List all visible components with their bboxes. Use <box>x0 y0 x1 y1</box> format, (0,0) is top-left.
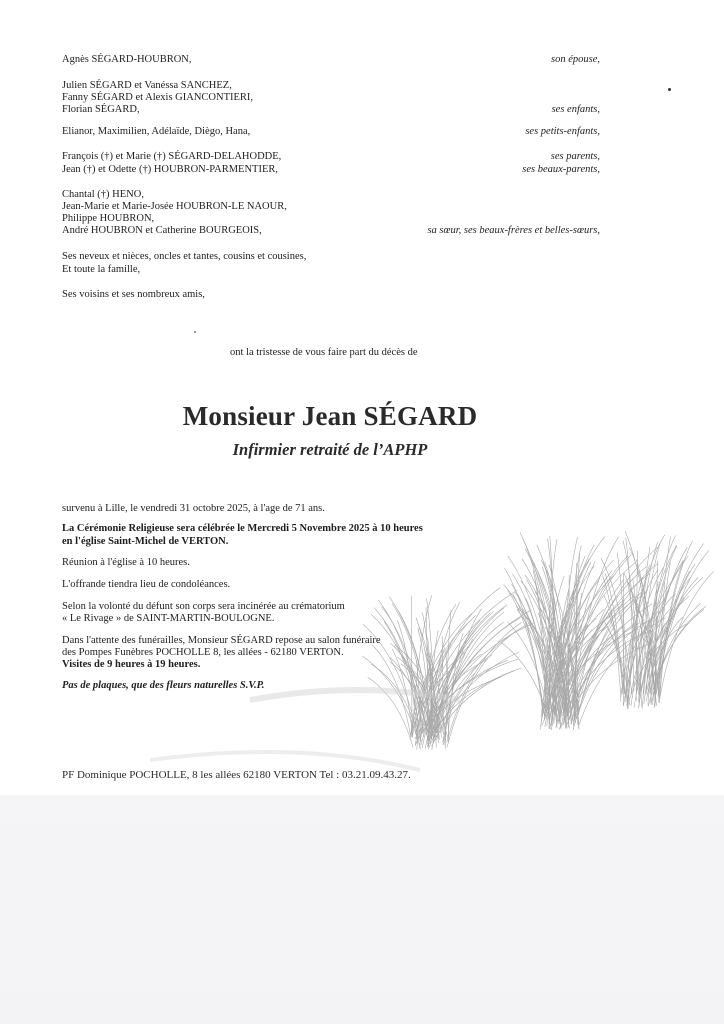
sibling-line-1: Chantal (†) HENO, <box>62 189 144 200</box>
offering-note: L'offrande tiendra lieu de condoléances. <box>62 579 231 590</box>
child-line-2: Fanny SÉGARD et Alexis GIANCONTIERI, <box>62 92 254 103</box>
sibling-line-3: Philippe HOUBRON, <box>62 213 155 224</box>
ceremony-line-1: La Cérémonie Religieuse sera célébrée le Mercredi 5 Novembre 2025 à 10 heures <box>62 523 423 534</box>
spouse-role: son épouse, <box>551 54 600 65</box>
funeral-home-footer: PF Dominique POCHOLLE, 8 les allées 62180 VERTON Tel : 03.21.09.43.27. <box>62 769 411 781</box>
parents-line-1: François (†) et Marie (†) SÉGARD-DELAHODDE, <box>62 151 282 162</box>
no-plaques-note: Pas de plaques, que des fleurs naturelles S.V.P. <box>62 680 265 691</box>
announcement: ont la tristesse de vous faire part du décès de <box>230 347 418 358</box>
sibling-line-4: André HOUBRON et Catherine BOURGEOIS, <box>62 225 262 236</box>
child-line-1: Julien SÉGARD et Vanéssa SANCHEZ, <box>62 80 232 91</box>
grandchildren: Elianor, Maximilien, Adélaïde, Diègo, Hana, <box>62 126 251 137</box>
scan-speck <box>194 331 196 333</box>
deceased-name: Monsieur Jean SÉGARD <box>182 401 478 431</box>
ceremony-line-2: en l'église Saint-Michel de VERTON. <box>62 536 229 547</box>
parents-role: ses parents, <box>550 151 600 162</box>
rest-line-1: Dans l'attente des funérailles, Monsieur SÉGARD repose au salon funéraire <box>62 635 381 646</box>
child-line-3: Florian SÉGARD, <box>62 104 140 115</box>
deceased-title: Infirmier retraité de l’APHP <box>232 440 428 459</box>
parents-line-2: Jean (†) et Odette (†) HOUBRON-PARMENTIER, <box>62 164 278 175</box>
scan-background <box>0 795 724 1024</box>
cremation-line-1: Selon la volonté du défunt son corps sera incinérée au crématorium <box>62 601 345 612</box>
relatives-line-2: Et toute la famille, <box>62 264 141 275</box>
neighbors: Ses voisins et ses nombreux amis, <box>62 289 205 300</box>
meeting-note: Réunion à l'église à 10 heures. <box>62 557 190 568</box>
rest-line-2: des Pompes Funèbres POCHOLLE 8, les allées - 62180 VERTON. <box>62 647 344 658</box>
children-role: ses enfants, <box>551 104 600 115</box>
inlaws-role: ses beaux-parents, <box>522 164 600 175</box>
visits-hours: Visites de 9 heures à 19 heures. <box>62 659 201 670</box>
death-details: survenu à Lille, le vendredi 31 octobre 2025, à l'age de 71 ans. <box>62 503 325 514</box>
relatives-line-1: Ses neveux et nièces, oncles et tantes, cousins et cousines, <box>62 251 307 262</box>
grandchildren-role: ses petits-enfants, <box>525 126 600 137</box>
siblings-role: sa sœur, ses beaux-frères et belles-sœurs, <box>427 225 600 236</box>
cremation-line-2: « Le Rivage » de SAINT-MARTIN-BOULOGNE. <box>62 613 275 624</box>
scan-speck <box>668 88 671 91</box>
sibling-line-2: Jean-Marie et Marie-Josée HOUBRON-LE NAOUR, <box>62 201 287 212</box>
spouse-name: Agnès SÉGARD-HOUBRON, <box>62 54 192 65</box>
